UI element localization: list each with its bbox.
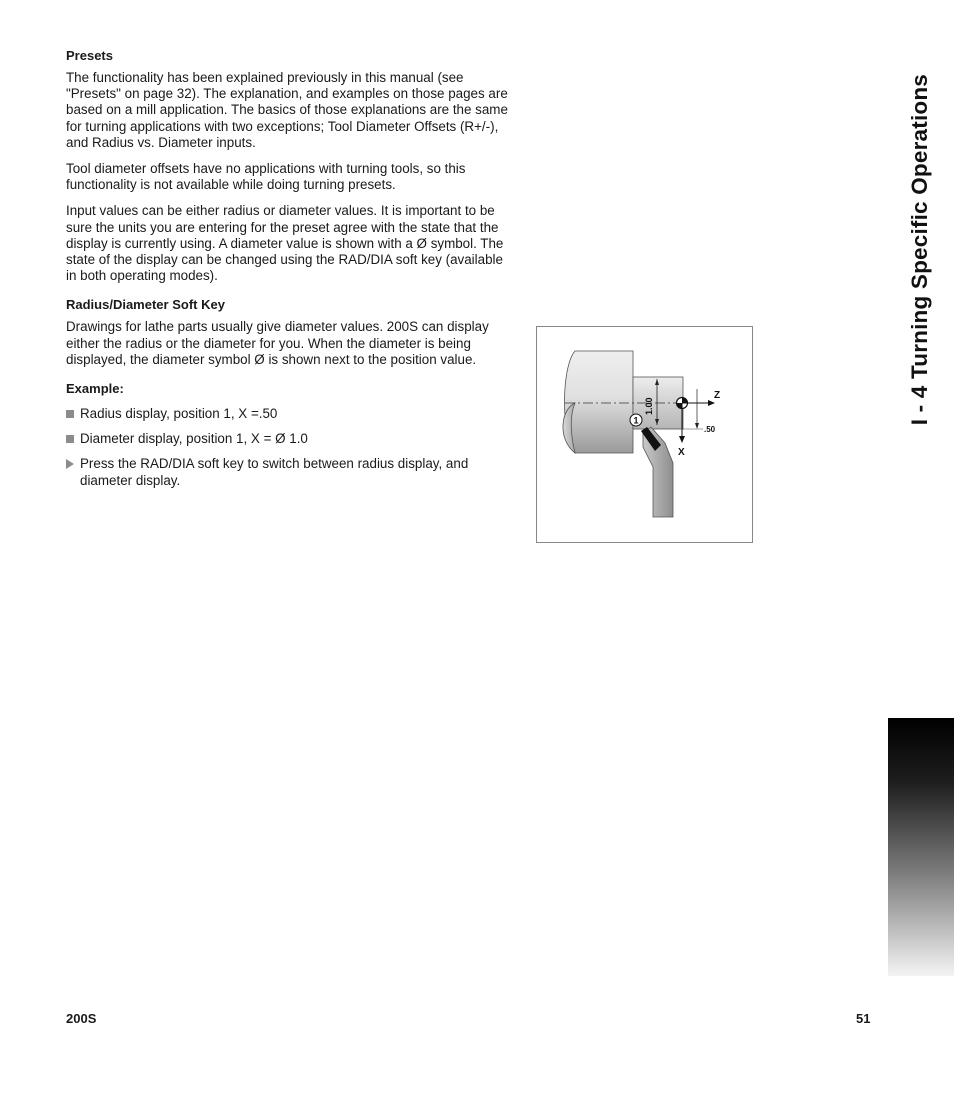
square-bullet-icon: [66, 410, 74, 418]
presets-paragraph-2: Tool diameter offsets have no applications with turning tools, so this functionality is not available while doing turning presets.: [66, 161, 466, 193]
example-item-radius: [66, 406, 512, 422]
example-step: [66, 456, 512, 488]
chapter-tab-gradient: [888, 718, 954, 976]
radius-diameter-heading: Radius/Diameter Soft Key: [66, 297, 225, 313]
example-heading: Example:: [66, 381, 124, 397]
example-item-radius-text: Radius display, position 1, X =.50: [80, 406, 278, 422]
chapter-title-text: I - 4 Turning Specific Operations: [907, 74, 932, 426]
workpiece-large-diameter: [565, 351, 634, 453]
lathe-diagram: [537, 327, 752, 542]
position-marker-label: 1: [633, 415, 639, 426]
presets-paragraph-1: The functionality has been explained previously in this manual (see "Presets" on page 32). The explanation, and examples on those pages are based on a mill application. The basics of those explanations are the same for turning applications with two exceptions; Tool Diameter Offsets (R+/-), and Radius vs. Diameter inputs.: [66, 70, 508, 150]
axis-z-label: Z: [714, 390, 721, 401]
chapter-side-title: [890, 50, 950, 450]
square-bullet-icon: [66, 435, 74, 443]
example-item-diameter: [66, 431, 512, 447]
main-content: [66, 48, 512, 498]
example-item-diameter-text: Diameter display, position 1, X = Ø 1.0: [80, 431, 308, 447]
axis-x-label: X: [678, 447, 685, 458]
dimension-radius-label: .50: [704, 425, 716, 434]
footer-model: 200S: [66, 1011, 97, 1026]
cutting-tool: [643, 427, 673, 517]
dimension-diameter-label: 1.00: [644, 397, 654, 415]
example-step-text: Press the RAD/DIA soft key to switch between radius display, and diameter display.: [80, 456, 469, 488]
footer-page-number: 51: [856, 1011, 871, 1026]
lathe-figure: [536, 326, 753, 543]
radius-diameter-paragraph: Drawings for lathe parts usually give diameter values. 200S can display either the radius or the diameter for you. When the diameter is being displayed, the diameter symbol Ø is shown next to the position value.: [66, 319, 489, 367]
presets-heading: Presets: [66, 48, 113, 63]
presets-paragraph-3: Input values can be either radius or diameter values. It is important to be sure the units you are entering for the preset agree with the state that the display is currently using. A diameter value is shown with a Ø symbol. The state of the display can be changed using the RAD/DIA soft key (available in both operating modes).: [66, 203, 504, 284]
triangle-step-icon: [66, 459, 74, 469]
